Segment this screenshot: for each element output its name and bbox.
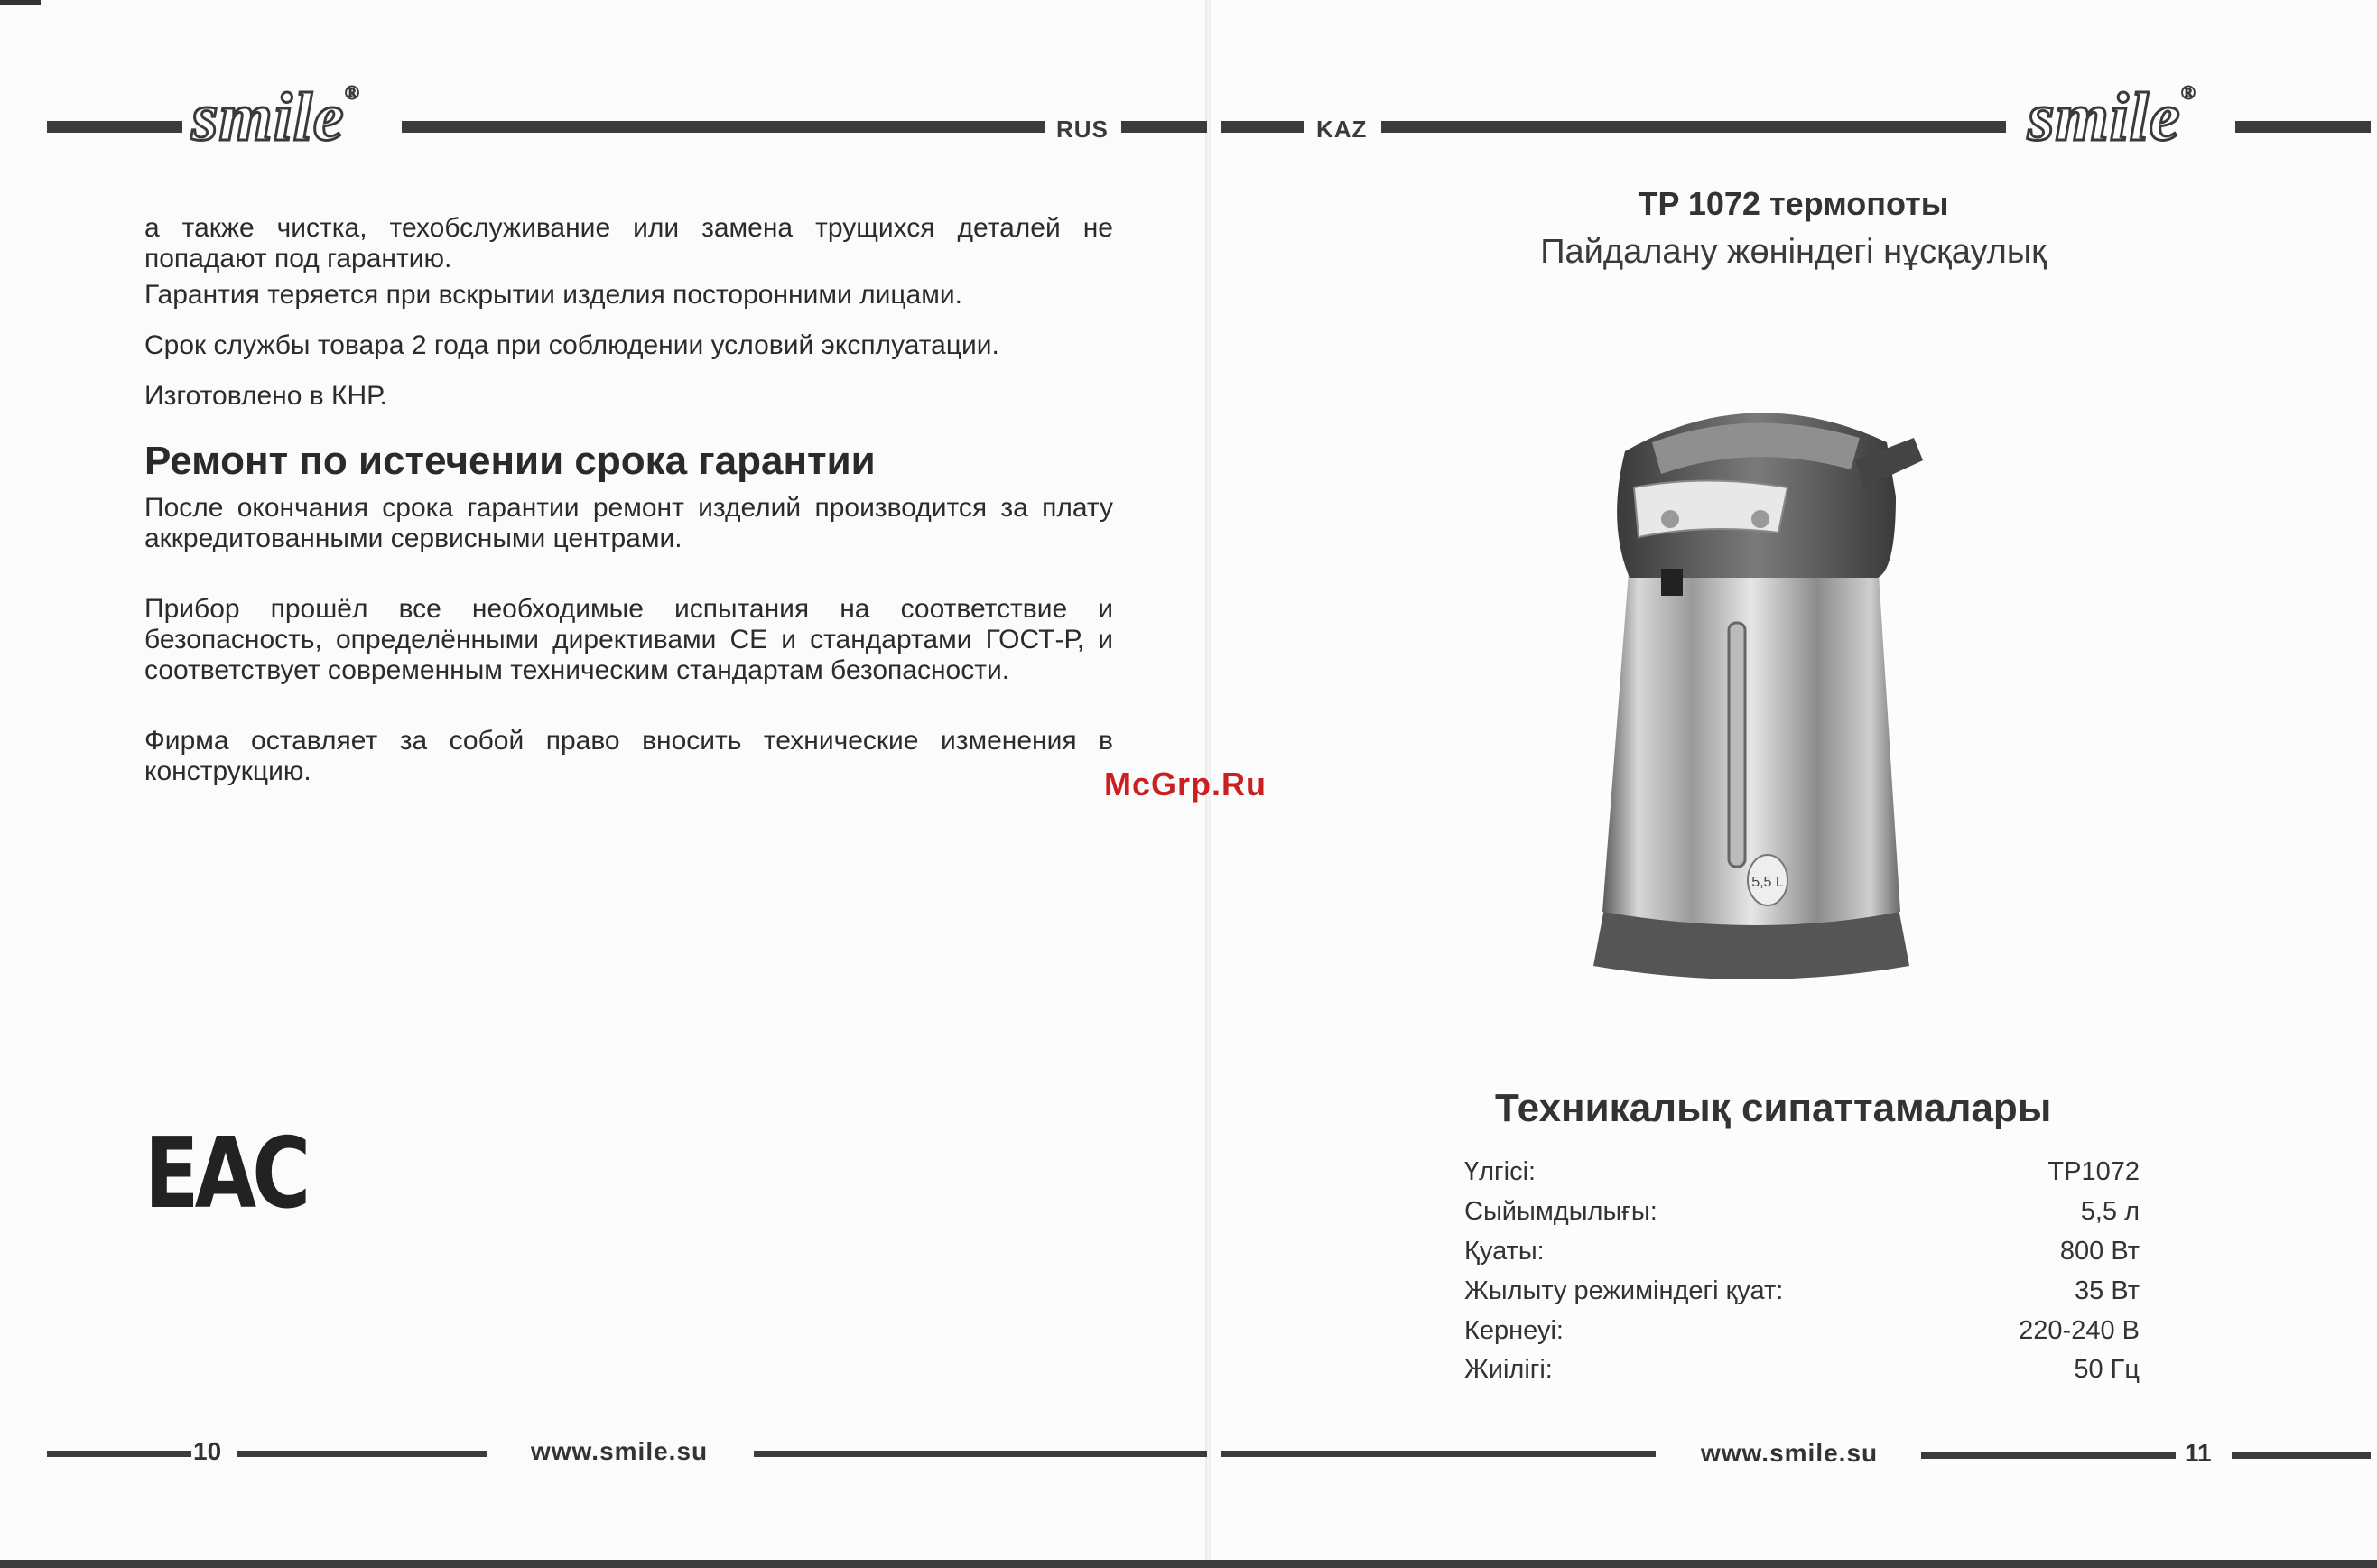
spec-row	[1464, 1237, 2140, 1276]
warranty-void-text: Гарантия теряется при вскрытии изделия посторонними лицами.	[144, 280, 962, 310]
footer-bar-right-3	[2232, 1452, 2371, 1459]
spec-row	[1464, 1316, 2140, 1356]
page-number-right: 11	[2185, 1439, 2212, 1467]
footer-bar-right-2	[1921, 1452, 2176, 1459]
footer-bar-left-1	[47, 1451, 191, 1457]
spec-label: Жиілігі:	[1464, 1355, 1553, 1384]
spec-row	[1464, 1197, 2140, 1237]
post-warranty-text: После окончания срока гарантии ремонт изделий производится за плату аккредитованными сервисными центрами.	[144, 493, 1113, 553]
spec-row	[1464, 1355, 2140, 1395]
lang-label-kaz: KAZ	[1316, 116, 1368, 143]
lang-label-rus: RUS	[1056, 116, 1109, 143]
certification-text: Прибор прошёл все необходимые испытания на соответствие и безопасность, определёнными директивами СЕ и стандартами ГОСТ-Р, и соответствует современным техническим стандартам безопасности.	[144, 594, 1113, 685]
spec-heading: Техникалық сипаттамалары	[1495, 1086, 2052, 1130]
footer-bar-left-3	[754, 1451, 1207, 1457]
spec-row	[1464, 1276, 2140, 1316]
thermopot-image	[1553, 388, 1950, 1002]
spec-value: 50 Гц	[2074, 1355, 2140, 1384]
header-bar-left-1	[47, 121, 182, 133]
smile-logo-right: smile®	[2028, 79, 2197, 155]
eac-mark: EAC	[144, 1118, 307, 1230]
watermark: McGrp.Ru	[1104, 765, 1267, 803]
warranty-exclusion-text: а также чистка, техобслуживание или замена трущихся деталей не попадают под гарантию.	[144, 213, 1113, 274]
corner-mark	[0, 0, 41, 5]
made-in-text: Изготовлено в КНР.	[144, 381, 387, 411]
page-number-left: 10	[193, 1437, 222, 1465]
website-link-left[interactable]: www.smile.su	[531, 1437, 709, 1465]
spec-label: Қуаты:	[1464, 1237, 1545, 1266]
header-bar-left-2	[402, 121, 1045, 133]
spec-label: Кернеуі:	[1464, 1316, 1564, 1345]
footer-bar-left-2	[237, 1451, 487, 1457]
spec-value: 35 Вт	[2075, 1276, 2140, 1305]
spec-label: Сыйымдылығы:	[1464, 1197, 1657, 1226]
product-subtitle: Пайдалану жөніндегі нұсқаулық	[1540, 233, 2047, 271]
footer-bar-right-1	[1221, 1451, 1656, 1457]
spec-label: Үлгісі:	[1464, 1157, 1537, 1186]
spec-label: Жылыту режиміндегі қуат:	[1464, 1276, 1784, 1305]
spec-value: 220-240 В	[2019, 1316, 2140, 1345]
service-life-text: Срок службы товара 2 года при соблюдении условий эксплуатации.	[144, 330, 999, 360]
spec-value: TP1072	[2047, 1157, 2140, 1186]
scan-bottom-edge	[0, 1560, 2377, 1568]
spec-row	[1464, 1157, 2140, 1197]
product-title: TP 1072 термопоты	[1638, 185, 1949, 222]
spec-value: 800 Вт	[2059, 1237, 2140, 1266]
capacity-badge-text: 5,5 L	[1751, 875, 1784, 890]
smile-logo-left: smile®	[191, 79, 361, 155]
technical-changes-text: Фирма оставляет за собой право вносить технические изменения в конструкцию.	[144, 726, 1113, 786]
spec-value: 5,5 л	[2080, 1197, 2140, 1226]
post-warranty-heading: Ремонт по истечении срока гарантии	[144, 439, 876, 483]
header-bar-left-3	[1121, 121, 1207, 133]
website-link-right[interactable]: www.smile.su	[1701, 1439, 1879, 1467]
